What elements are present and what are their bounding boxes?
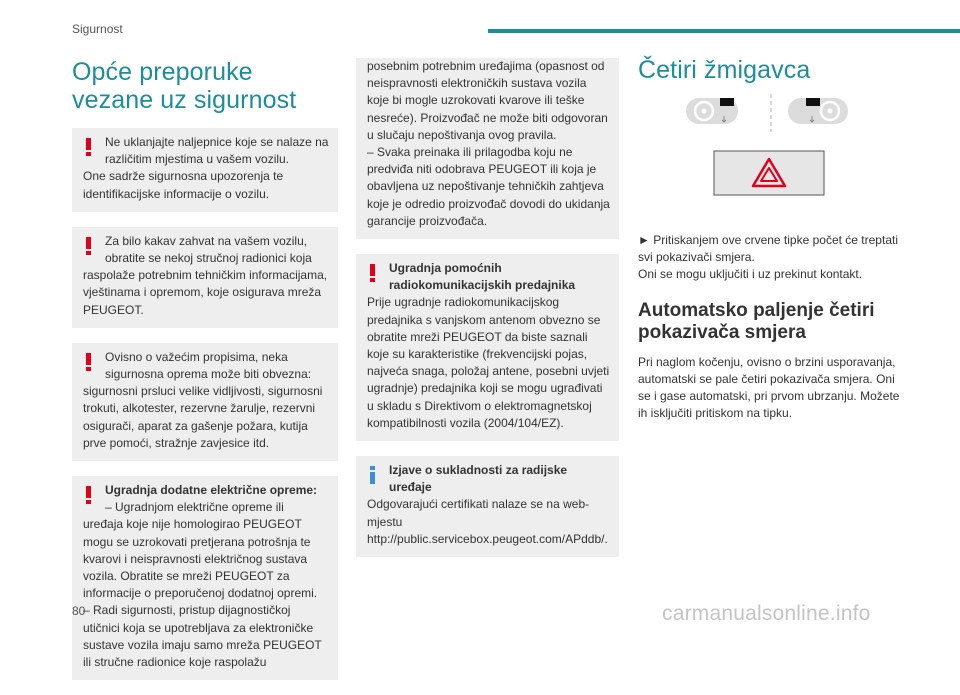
steering-wheel-left-icon — [686, 98, 738, 124]
box-paragraph: posebnim potrebnim uređajima (opasnost od neispravnosti elektroničkih sustava vozila koje bi mogle uzrokovati kvarove ili teške nesreće). Proizvođač ne može biti odgovoran u slučaju nepoštivanja ovog pravila. — [367, 59, 608, 142]
section-title: Opće preporuke vezane uz sigurnost — [72, 58, 297, 114]
warning-icon — [86, 486, 91, 503]
box-paragraph: Prije ugradnje radiokomunikacijskog predajnika s vanjskom antenom obvezno se obratite mreži PEUGEOT da biste saznali koje su karakteristike (frekvencijski pojas, najveća snaga, položaj antene, posebni uvjeti ugradnje) predajnika koji se mogu ugrađivati u skladu s Direktivom o elektromagnetskoj kompatibilnosti vozila (2004/104/EZ). — [367, 295, 610, 430]
warning-text-rest: One sadrže sigurnosna upozorenja te identifikacijske informacije o vozilu. — [83, 169, 284, 201]
middle-column — [356, 58, 619, 572]
dashboard-location-diagram — [676, 92, 856, 136]
warning-icon — [86, 138, 91, 155]
left-column — [72, 58, 338, 695]
box-paragraph: Odgovarajući certifikati nalaze se na web-mjestu http://public.servicebox.peugeot.com/APddb/. — [367, 497, 608, 546]
hazard-title: Četiri žmigavca — [638, 56, 811, 84]
warning-text-rest: sigurnosni prsluci velike vidljivosti, sigurnosni trokuti, alkotester, rezervne žarulje, rezervni osigurači, aparat za gašenje požara, kutija prve pomoći, stražnje zavjesice itd. — [83, 384, 323, 450]
hazard-button-illustration — [713, 150, 825, 196]
warning-icon — [86, 353, 91, 370]
section-label: Sigurnost — [72, 22, 123, 36]
warning-icon — [86, 237, 91, 254]
warning-box-radio — [356, 254, 619, 441]
warning-box-labels — [72, 128, 338, 212]
box-paragraph: – Svaka preinaka ili prilagodba koju ne predviđa niti odobrava PEUGEOT ili koja je obavljena uz nepoštivanje tehničkih zahtjeva koje je odredio proizvođač dovodi do ukidanja garancije proizvođača. — [367, 145, 610, 228]
info-title: Izjave o sukladnosti za radijske uređaje — [389, 463, 568, 495]
header-accent-bar — [488, 29, 960, 33]
info-box-conformity — [356, 456, 619, 557]
warning-box-equipment — [72, 343, 338, 461]
warning-box-electrical — [72, 476, 338, 680]
warning-box-service — [72, 227, 338, 328]
warning-text-first: – Ugradnjom električne opreme ili — [105, 500, 284, 515]
warning-text-rest: raspolaže potrebnim tehničkim informacijama, vještinama i opremom, koje osigurava mreža PEUGEOT. — [83, 268, 328, 317]
warning-text-first: Ovisno o važećim propisima, neka sigurnosna oprema može biti obvezna: — [105, 349, 312, 382]
warning-text-rest: uređaja koje nije homologirao PEUGEOT mogu se uzrokovati pretjerana potrošnja te kvarovi i neispravnosti električnog sustava vozila. Obratite se mreži PEUGEOT za informacije o preporučenoj dodatnoj opremi. — [83, 517, 318, 601]
warning-box-continued — [356, 58, 619, 239]
hazard-note: Oni se mogu uključiti i uz prekinut kontakt. — [638, 267, 863, 282]
steering-wheel-right-icon — [788, 98, 848, 124]
warning-text-first: Za bilo kakav zahvat na vašem vozilu, obratite se nekoj stručnoj radionici koja — [105, 233, 312, 266]
warning-title: Ugradnja dodatne električne opreme: — [105, 483, 318, 498]
auto-hazard-text: Pri naglom kočenju, ovisno o brzini usporavanja, automatski se pale četiri pokazivača smjera. Oni se i gase automatski, pri prvom ubrzanju. Možete ih isključiti pritiskom na tipku. — [638, 354, 900, 421]
page-number: 80 — [72, 604, 86, 618]
hazard-instruction: ► Pritiskanjem ove crvene tipke počet će treptati svi pokazivači smjera. — [638, 233, 898, 265]
info-icon — [370, 466, 375, 483]
warning-title: Ugradnja pomoćnih radiokomunikacijskih predajnika — [389, 261, 576, 293]
warning-text-rest: – Radi sigurnosti, pristup dijagnostičkoj utičnici koja se upotrebljava za elektroničke sustave vozila imaju samo mreža PEUGEOT ili stručne radionice koje raspolažu — [83, 603, 322, 670]
warning-icon — [370, 264, 375, 281]
warning-text-first: Ne uklanjajte naljepnice koje se nalaze na različitim mjestima u vašem vozilu. — [105, 135, 329, 167]
watermark: carmanualsonline.info — [662, 602, 871, 625]
auto-hazard-title: Automatsko paljenje četiri pokazivača smjera — [638, 299, 875, 343]
